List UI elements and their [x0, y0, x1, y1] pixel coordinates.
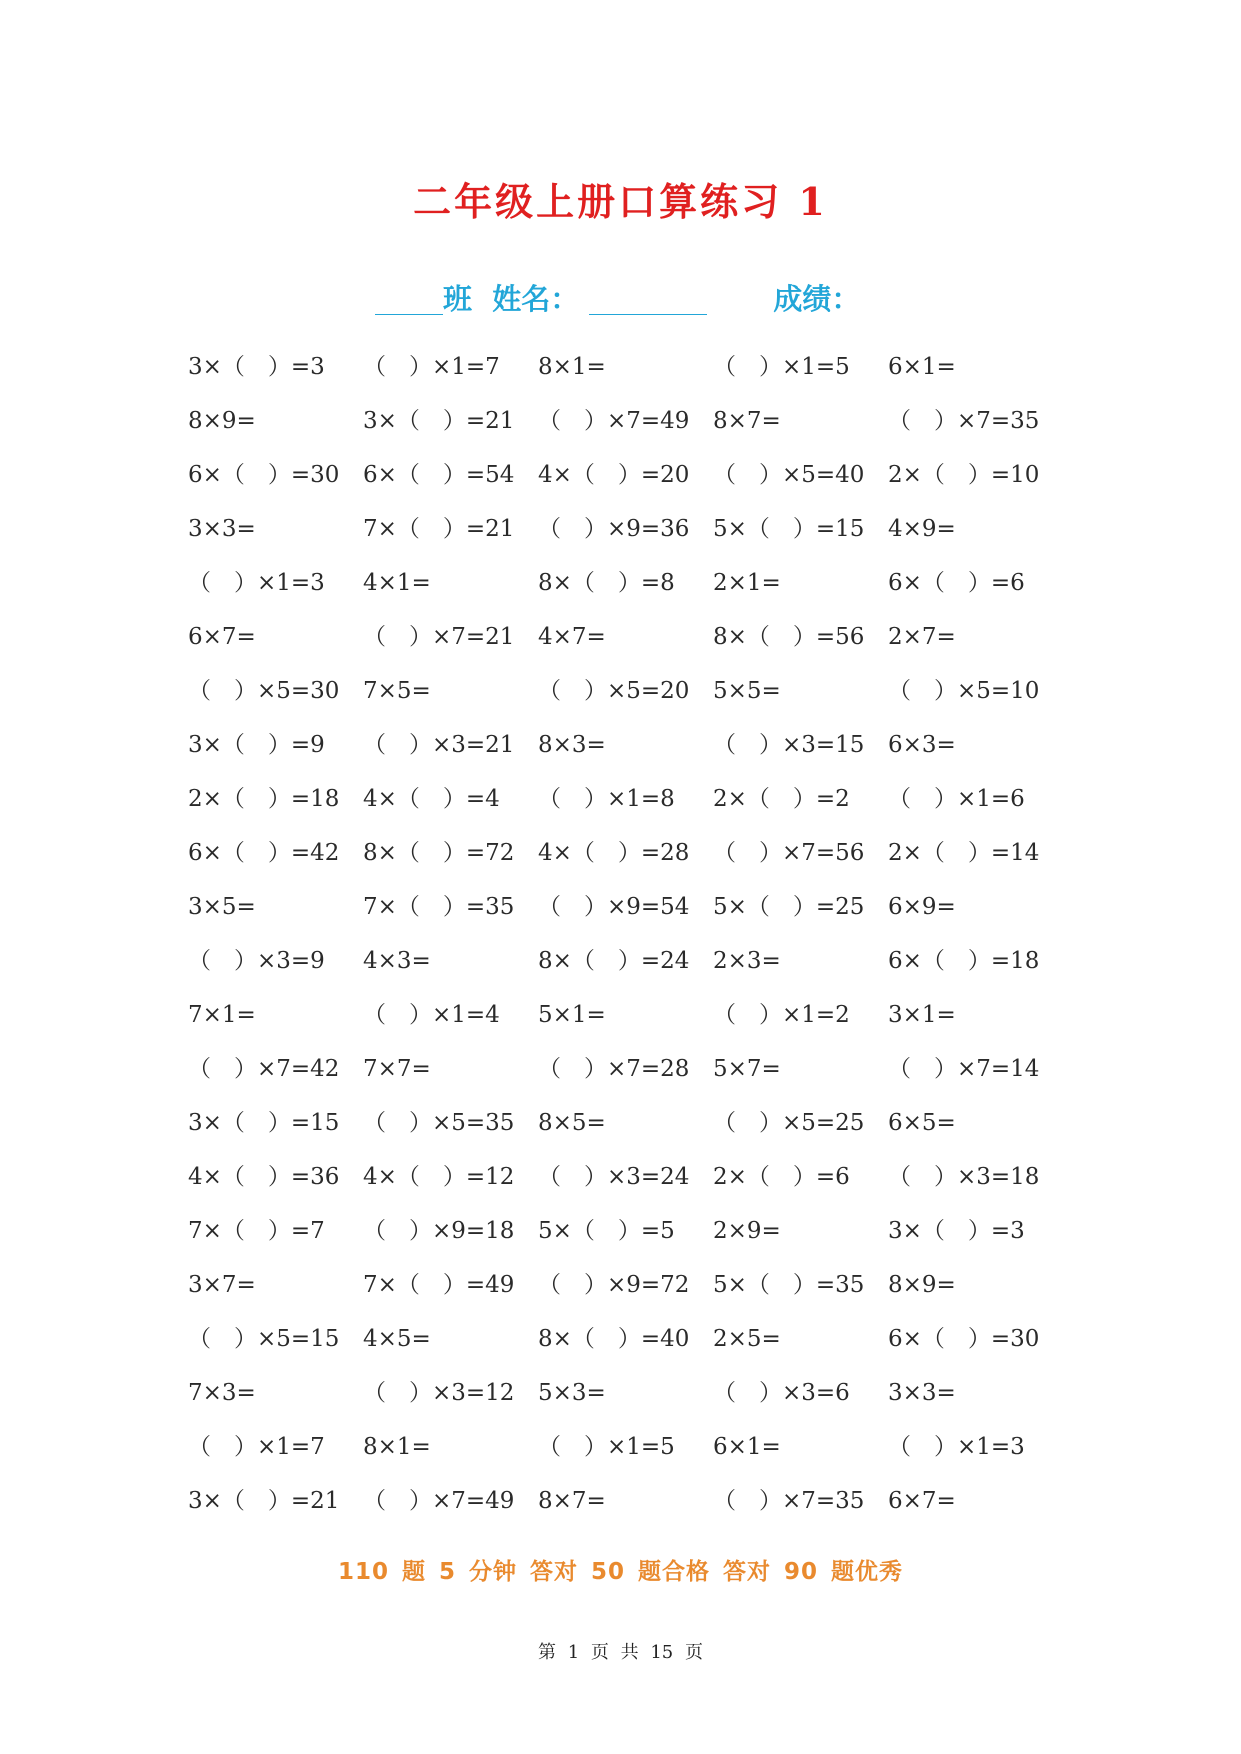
problem-item: 3×3=: [188, 516, 256, 542]
problem-item: 3×（ ）=3: [888, 1218, 1025, 1244]
problem-item: （ ）×5=15: [188, 1326, 340, 1352]
problem-item: 4×1=: [363, 570, 431, 596]
problem-item: （ ）×7=49: [363, 1488, 515, 1514]
problem-item: 8×（ ）=24: [538, 948, 690, 974]
problem-item: 2×（ ）=14: [888, 840, 1040, 866]
problem-item: 4×7=: [538, 624, 606, 650]
problem-item: 4×3=: [363, 948, 431, 974]
problem-grid: [188, 340, 1063, 1528]
problem-item: 7×1=: [188, 1002, 256, 1028]
problem-item: 4×（ ）=28: [538, 840, 690, 866]
problem-item: （ ）×3=12: [363, 1380, 515, 1406]
problem-item: 6×7=: [888, 1488, 956, 1514]
problem-item: 6×（ ）=30: [888, 1326, 1040, 1352]
problem-item: （ ）×1=8: [538, 786, 675, 812]
problem-item: （ ）×7=14: [888, 1056, 1040, 1082]
problem-item: 4×（ ）=12: [363, 1164, 515, 1190]
problem-item: 8×1=: [538, 354, 606, 380]
problem-item: 2×（ ）=18: [188, 786, 340, 812]
problem-item: （ ）×3=6: [713, 1380, 850, 1406]
problem-item: （ ）×5=35: [363, 1110, 515, 1136]
student-info-line: [375, 276, 860, 322]
problem-item: （ ）×9=54: [538, 894, 690, 920]
problem-item: 6×1=: [888, 354, 956, 380]
problem-item: 5×7=: [713, 1056, 781, 1082]
problem-item: 8×（ ）=56: [713, 624, 865, 650]
class-blank[interactable]: [375, 276, 443, 315]
problem-item: 3×（ ）=21: [363, 408, 515, 434]
name-label: 姓名：: [492, 282, 580, 316]
problem-item: 3×（ ）=15: [188, 1110, 340, 1136]
problem-item: 8×5=: [538, 1110, 606, 1136]
problem-item: 5×1=: [538, 1002, 606, 1028]
problem-item: 2×5=: [713, 1326, 781, 1352]
problem-item: 6×3=: [888, 732, 956, 758]
score-label: 成绩：: [773, 282, 861, 316]
problem-item: 6×（ ）=18: [888, 948, 1040, 974]
problem-item: 4×（ ）=36: [188, 1164, 340, 1190]
problem-item: （ ）×7=49: [538, 408, 690, 434]
problem-item: （ ）×1=3: [888, 1434, 1025, 1460]
problem-item: 8×9=: [888, 1272, 956, 1298]
problem-item: 2×（ ）=10: [888, 462, 1040, 488]
problem-item: （ ）×7=42: [188, 1056, 340, 1082]
problem-item: 2×3=: [713, 948, 781, 974]
problem-item: 6×（ ）=42: [188, 840, 340, 866]
problem-item: 8×9=: [188, 408, 256, 434]
problem-item: 4×5=: [363, 1326, 431, 1352]
name-blank[interactable]: [589, 276, 707, 315]
problem-item: 5×（ ）=35: [713, 1272, 865, 1298]
problem-item: （ ）×3=9: [188, 948, 325, 974]
problem-item: 2×1=: [713, 570, 781, 596]
problem-item: （ ）×5=40: [713, 462, 865, 488]
problem-item: 6×（ ）=30: [188, 462, 340, 488]
problem-item: 3×3=: [888, 1380, 956, 1406]
problem-item: （ ）×1=3: [188, 570, 325, 596]
problem-item: 8×1=: [363, 1434, 431, 1460]
class-label: 班: [443, 282, 473, 316]
problem-item: （ ）×9=36: [538, 516, 690, 542]
problem-item: 6×9=: [888, 894, 956, 920]
problem-item: 4×9=: [888, 516, 956, 542]
problem-item: 7×（ ）=7: [188, 1218, 325, 1244]
problem-item: （ ）×7=28: [538, 1056, 690, 1082]
problem-item: （ ）×5=10: [888, 678, 1040, 704]
problem-item: 4×（ ）=20: [538, 462, 690, 488]
problem-item: 4×（ ）=4: [363, 786, 500, 812]
problem-item: 7×7=: [363, 1056, 431, 1082]
problem-item: （ ）×3=24: [538, 1164, 690, 1190]
problem-item: 8×7=: [538, 1488, 606, 1514]
problem-item: 5×（ ）=5: [538, 1218, 675, 1244]
problem-item: （ ）×1=5: [713, 354, 850, 380]
problem-item: 6×1=: [713, 1434, 781, 1460]
problem-item: 7×（ ）=35: [363, 894, 515, 920]
problem-item: 7×5=: [363, 678, 431, 704]
problem-item: （ ）×1=7: [363, 354, 500, 380]
problem-item: （ ）×1=2: [713, 1002, 850, 1028]
problem-item: （ ）×3=18: [888, 1164, 1040, 1190]
problem-item: 2×（ ）=2: [713, 786, 850, 812]
problem-item: 3×（ ）=9: [188, 732, 325, 758]
problem-item: （ ）×7=21: [363, 624, 515, 650]
problem-item: 2×（ ）=6: [713, 1164, 850, 1190]
problem-item: 8×（ ）=72: [363, 840, 515, 866]
problem-item: 3×1=: [888, 1002, 956, 1028]
problem-item: （ ）×7=56: [713, 840, 865, 866]
problem-item: （ ）×5=25: [713, 1110, 865, 1136]
problem-item: 8×3=: [538, 732, 606, 758]
problem-item: （ ）×3=21: [363, 732, 515, 758]
problem-item: （ ）×5=20: [538, 678, 690, 704]
problem-item: 5×（ ）=25: [713, 894, 865, 920]
problem-item: （ ）×1=5: [538, 1434, 675, 1460]
problem-item: 3×（ ）=21: [188, 1488, 340, 1514]
problem-item: 2×9=: [713, 1218, 781, 1244]
problem-item: （ ）×9=18: [363, 1218, 515, 1244]
problem-item: 7×3=: [188, 1380, 256, 1406]
problem-item: （ ）×9=72: [538, 1272, 690, 1298]
problem-item: （ ）×7=35: [713, 1488, 865, 1514]
problem-item: 8×（ ）=40: [538, 1326, 690, 1352]
problem-item: 5×（ ）=15: [713, 516, 865, 542]
problem-item: 3×5=: [188, 894, 256, 920]
problem-item: 6×（ ）=6: [888, 570, 1025, 596]
problem-item: （ ）×1=7: [188, 1434, 325, 1460]
problem-item: （ ）×3=15: [713, 732, 865, 758]
problem-item: 8×7=: [713, 408, 781, 434]
problem-item: 7×（ ）=21: [363, 516, 515, 542]
problem-item: 6×（ ）=54: [363, 462, 515, 488]
problem-item: 8×（ ）=8: [538, 570, 675, 596]
problem-item: （ ）×5=30: [188, 678, 340, 704]
problem-item: 3×（ ）=3: [188, 354, 325, 380]
problem-item: 3×7=: [188, 1272, 256, 1298]
problem-item: （ ）×1=6: [888, 786, 1025, 812]
problem-item: 6×5=: [888, 1110, 956, 1136]
problem-item: （ ）×7=35: [888, 408, 1040, 434]
footer-note: 110 题 5 分钟 答对 50 题合格 答对 90 题优秀: [337, 1559, 904, 1585]
problem-item: 7×（ ）=49: [363, 1272, 515, 1298]
problem-item: 5×3=: [538, 1380, 606, 1406]
problem-item: 5×5=: [713, 678, 781, 704]
page-title: 二年级上册口算练习 1: [413, 179, 828, 224]
problem-item: （ ）×1=4: [363, 1002, 500, 1028]
problem-item: 2×7=: [888, 624, 956, 650]
page-number: 第 1 页 共 15 页: [538, 1642, 703, 1663]
problem-item: 6×7=: [188, 624, 256, 650]
